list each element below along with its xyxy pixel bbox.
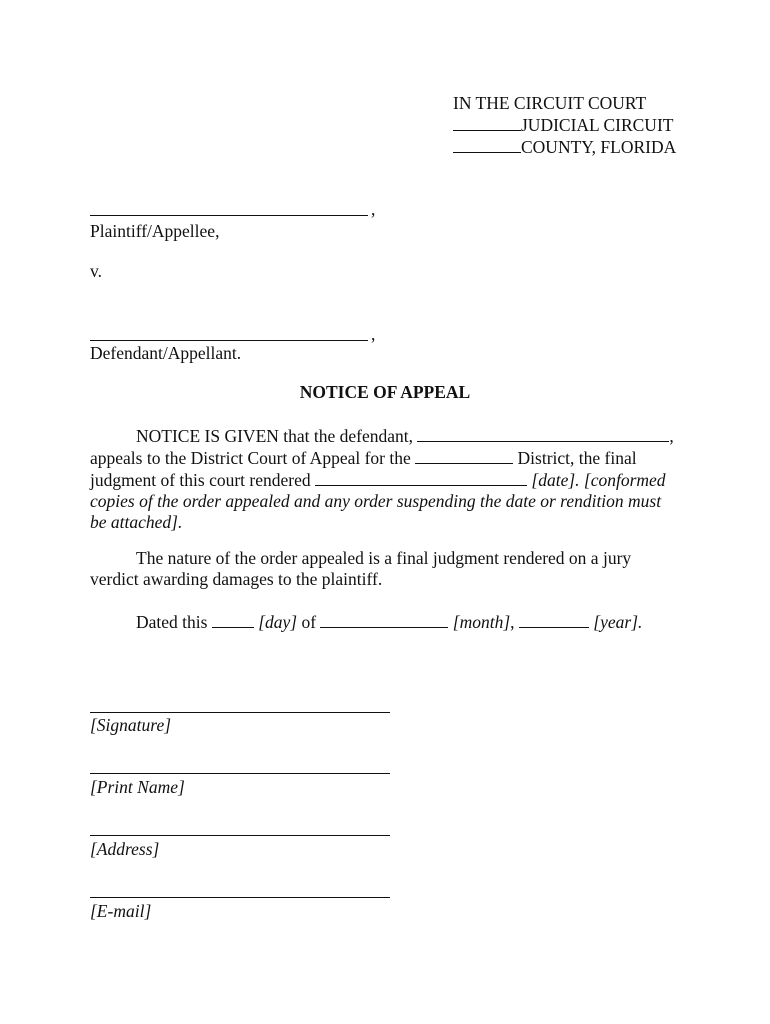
district-final-text: District, the final (517, 448, 637, 468)
nature-paragraph (90, 548, 690, 590)
email-blank[interactable] (90, 897, 390, 898)
address-blank[interactable] (90, 835, 390, 836)
judgment-rendered-text: judgment of this court rendered (90, 470, 311, 490)
notice-line-3 (90, 469, 690, 491)
defendant-blank[interactable] (417, 425, 669, 442)
defendant-name-blank[interactable] (90, 340, 368, 341)
court-name: IN THE CIRCUIT COURT (453, 93, 647, 113)
notice-given-text: NOTICE IS GIVEN that the defendant, (136, 426, 414, 446)
print-name-label: [Print Name] (90, 777, 185, 797)
district-blank[interactable] (415, 447, 513, 464)
dated-prefix: Dated this (136, 612, 208, 632)
email-label: [E-mail] (90, 901, 152, 921)
dated-line (90, 611, 690, 633)
day-blank[interactable] (212, 611, 254, 628)
year-blank[interactable] (519, 611, 589, 628)
signature-blank[interactable] (90, 712, 390, 713)
circuit-number-blank[interactable] (453, 114, 521, 131)
month-blank[interactable] (320, 611, 448, 628)
date-instruction: [date]. [conformed (531, 470, 666, 490)
notice-comma: , (669, 426, 674, 446)
document-title: NOTICE OF APPEAL (299, 382, 471, 402)
nature-line-1: The nature of the order appealed is a final judgment rendered on a jury (136, 548, 632, 568)
judicial-circuit-label: JUDICIAL CIRCUIT (521, 115, 674, 135)
judicial-circuit-line (453, 114, 743, 136)
court-header (453, 93, 743, 158)
year-label: [year]. (593, 612, 643, 632)
versus-label: v. (90, 261, 102, 281)
date-blank[interactable] (315, 469, 527, 486)
notice-line-5: be attached]. (90, 512, 183, 532)
month-label: [month] (452, 612, 511, 632)
dated-text (90, 611, 690, 633)
district-court-text: appeals to the District Court of Appeal for the (90, 448, 411, 468)
plaintiff-label: Plaintiff/Appellee, (90, 221, 220, 241)
plaintiff-name-blank[interactable] (90, 215, 368, 216)
notice-line-1 (90, 425, 690, 447)
notice-line-4: copies of the order appealed and any order suspending the date or rendition must (90, 491, 662, 511)
defendant-label: Defendant/Appellant. (90, 343, 242, 363)
dated-comma: , (510, 612, 515, 632)
address-label: [Address] (90, 839, 160, 859)
of-label: of (301, 612, 317, 632)
notice-paragraph (90, 425, 690, 533)
day-label: [day] (258, 612, 298, 632)
county-line (453, 136, 743, 158)
nature-line-2: verdict awarding damages to the plaintiff. (90, 569, 383, 589)
notice-line-2 (90, 447, 690, 469)
county-name-blank[interactable] (453, 136, 521, 153)
defendant-comma: , (371, 324, 376, 344)
county-label: COUNTY, FLORIDA (521, 137, 677, 157)
plaintiff-comma: , (371, 199, 376, 219)
signature-label: [Signature] (90, 715, 172, 735)
print-name-blank[interactable] (90, 773, 390, 774)
